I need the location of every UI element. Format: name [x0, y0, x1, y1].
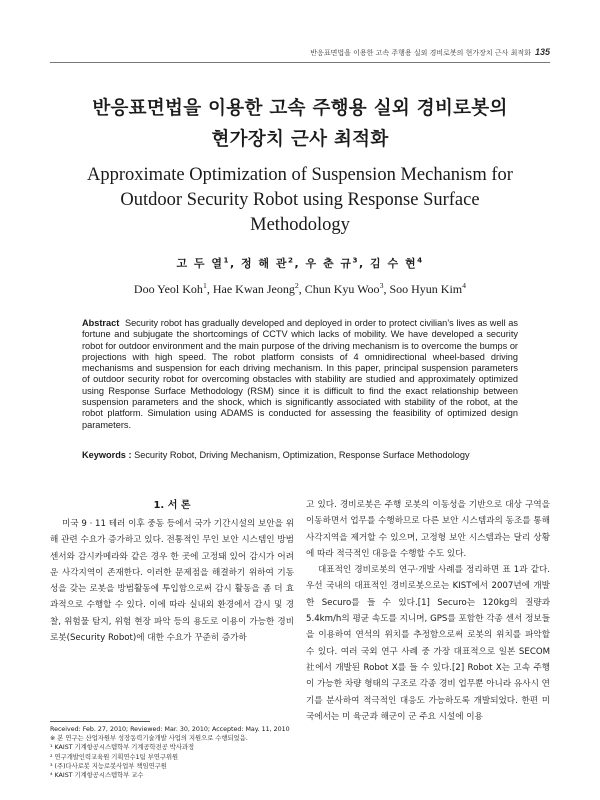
english-authors: Doo Yeol Koh$^1$, Hae Kwan Jeong$^2$, Chun Kyu Woo$^3$, Soo Hyun Kim$^4$	[133, 281, 467, 296]
author-en-3: Chun Kyu Woo$^3$	[304, 281, 384, 296]
keywords	[82, 450, 518, 460]
footnote-affiliation-3: ³ (주)다사로봇 지능로봇사업부 책임연구원	[50, 762, 167, 770]
keywords-label: Keywords :	[82, 450, 132, 460]
korean-title	[60, 93, 540, 155]
body-paragraph: 미국 9 · 11 테러 이후 중동 등에서 국가 기간시설의 보안을 위해 관련 수요가 증가하고 있다. 전통적인 무인 보안 시스템인 방범센서와 감시카메라와 같은 경우 한 곳에 고정돼 있어 감시가 어려운 사각지역이 존재한다. 이러한 문제점을 해결하기 위하여 기동성을 갖는 로봇을 방범활동에 투입함으로써 감시 활동을 좀 더 효과적으로 수행할 수 있다. 이에 따라 실내외 환경에서 감시 및 경찰, 위험물 탐지, 위험 현장 파악 등의 용도로 이용이 가능한 경비로봇(Security Robot)에 대한 수요가 꾸준히 증가하	[50, 519, 294, 644]
header-divider	[50, 62, 550, 63]
author-ko-4: 김 수 현$^4$	[370, 255, 424, 270]
running-head	[300, 47, 550, 58]
body-paragraph: 고 있다. 경비로봇은 주행 로봇의 이동성을 기반으로 대상 구역을 이동하면서 업무를 수행하므로 다른 보안 시스템과의 동조를 통해 사각지역을 제거할 수 있으며, 고정형 보안 시스템과는 달리 상황에 따라 적극적인 대응을 수행할 수도 있다.	[306, 500, 550, 559]
footnote-affiliation-2: ² 연구개발인력교육원 기획연수1팀 부연구위원	[50, 753, 179, 761]
english-title-line-3: Methodology	[250, 215, 350, 235]
author-ko-2: 정 해 관$^2$	[240, 255, 295, 270]
english-title	[60, 163, 540, 238]
korean-title-line-1: 반응표면법을 이용한 고속 주행용 실외 경비로봇의	[92, 98, 508, 119]
abstract	[82, 318, 518, 431]
abstract-label: Abstract	[82, 318, 120, 328]
body-paragraph: 대표적인 경비로봇의 연구·개발 사례를 정리하면 표 1과 같다. 우선 국내의 대표적인 경비로봇으로는 KIST에서 2007년에 개발한 Securo를 들 수 있다.[1] Securo는 120kg의 질량과 5.4km/h의 평균 속도를 지니며, GPS를 포함한 각종 센서 정보들을 이용하여 연석의 위치를 추정함으로써 로봇의 위치를 파악할 수 있다. 여러 국외 연구 사례 중 가장 대표적으로 일본 SECOM社에서 개발된 Robot X를 들 수 있다.[2] Robot X는 고속 주행이 가능한 차량 형태의 구조로 각종 경비 업무뿐 아니라 유사시 연기를 분사하여 적극적인 대응도 가능하도록 개발되었다. 한편 미국에서는 미 육군과 해군이 군 주요 시설에 이용	[306, 565, 550, 722]
english-title-line-1: Approximate Optimization of Suspension Mechanism for	[87, 165, 513, 185]
running-title: 반응표면법을 이용한 고속 주행용 실외 경비로봇의 현가장치 근사 최적화	[310, 49, 531, 57]
footnote-divider	[50, 721, 150, 722]
body-right-column	[306, 497, 550, 725]
author-en-1: Doo Yeol Koh$^1$	[133, 281, 207, 296]
footnotes	[50, 725, 294, 780]
keywords-text: Security Robot, Driving Mechanism, Optimization, Response Surface Methodology	[134, 450, 470, 460]
body-left-column	[50, 516, 294, 646]
author-ko-1: 고 두 열$^1$	[176, 255, 230, 270]
page-number: 135	[534, 47, 550, 57]
author-ko-3: 우 춘 규$^3$	[305, 255, 360, 270]
abstract-text: Security robot has gradually developed and deployed in order to protect civilian’s lives as well as fortune and subjugate the shortcomings of CCTV which lacks of mobility. We have developed a security robot for outdoor environment and the main purpose of the driving mechanism is to overcome the bumps or projections with high speed. The robot platform consists of 4 omnidirectional wheel-based driving mechanisms and suspension for each driving mechanism. In this paper, principal suspension parameters of outdoor security robot for overcoming obstacles with stability are studied and approximately optimized using Response Surface Methodology (RSM) since it is difficult to find the exact relationship between suspension parameters and the shock, which is significantly associated with stability of the robot, at the robot platform. Simulation using ADAMS is conducted for assessing the feasibility of optimized design parameters.	[82, 318, 518, 430]
section-heading: 1. 서 론	[153, 500, 191, 511]
footnote-affiliation-4: ⁴ KAIST 기계항공시스템학부 교수	[50, 772, 144, 780]
author-en-2: Hae Kwan Jeong$^2$	[212, 281, 299, 296]
footnote-affiliation-1: ¹ KAIST 기계항공시스템학부 기계공학전공 박사과정	[50, 744, 195, 752]
footnote-funding: ※ 본 연구는 산업자원부 성장동력기술개발 사업의 지원으로 수행되었음.	[50, 735, 248, 743]
korean-authors: 고 두 열$^1$, 정 해 관$^2$, 우 춘 규$^3$, 김 수 현$^4$	[176, 255, 424, 270]
korean-title-line-2: 현가장치 근사 최적화	[211, 129, 389, 150]
english-title-line-2: Outdoor Security Robot using Response Surface	[120, 190, 480, 210]
author-en-4: Soo Hyun Kim$^4$	[389, 281, 467, 296]
footnote-received: Received: Feb. 27, 2010; Reviewed: Mar. 30, 2010; Accepted: May. 11, 2010	[50, 726, 290, 733]
